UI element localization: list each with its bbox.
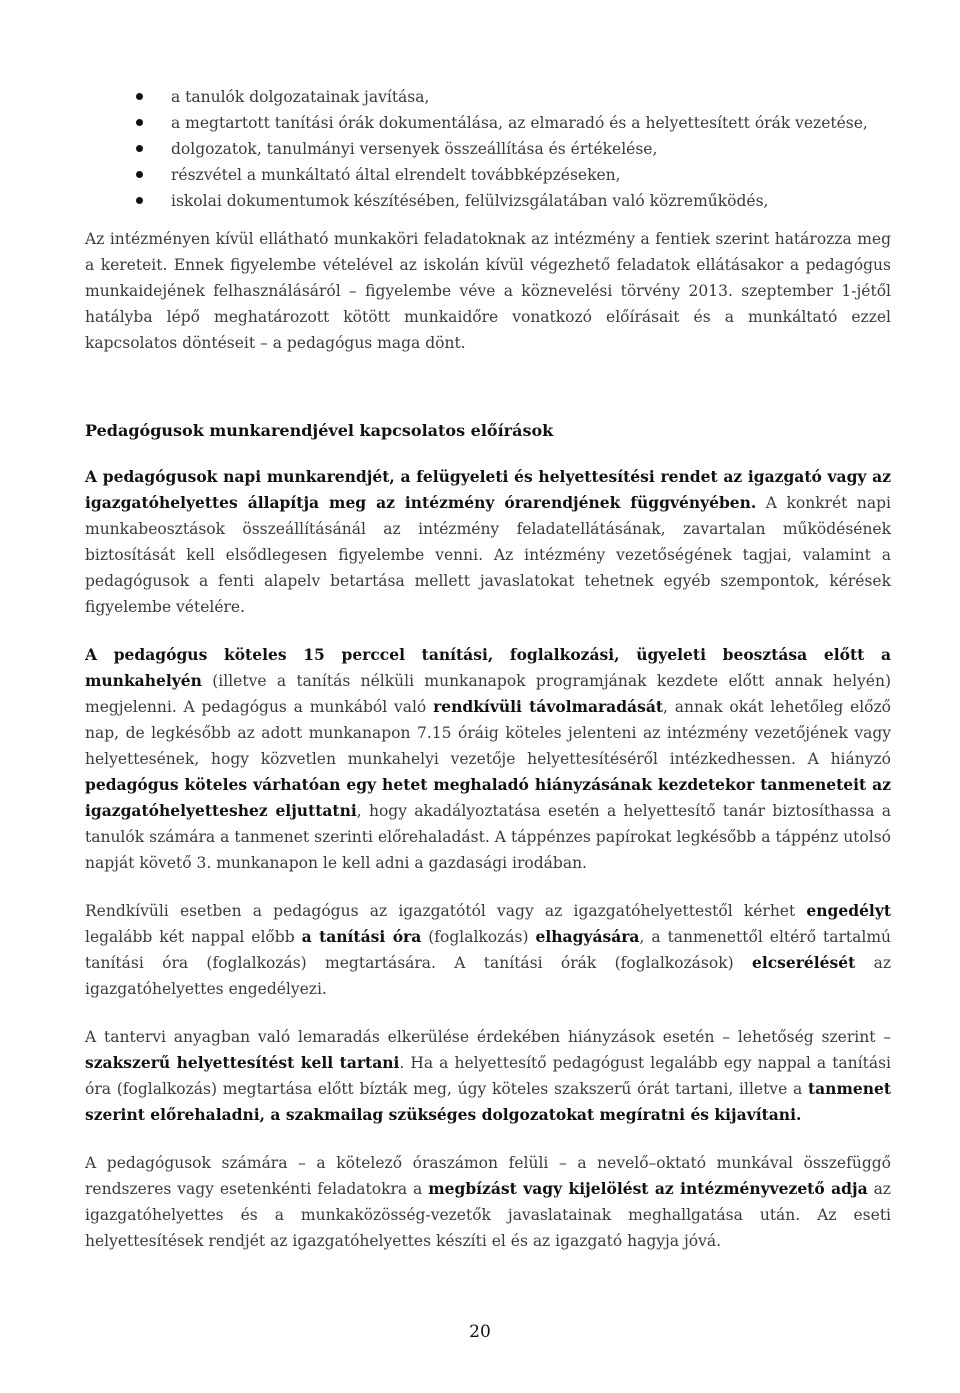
document-page [85, 84, 891, 1276]
intro-paragraph: Az intézményen kívül ellátható munkaköri feladatoknak az intézmény a fentiek szerint határozza meg a kereteit. Ennek figyelembe vételével az iskolán kívül végezhető feladatok ellátásakor a pedagógus munkaidejének felhasználásáról – figyelembe véve a köznevelési törvény 2013. szeptember 1-jétől hatályba lépő meghatározott kötött munkaidőre vonatkozó előírásait és a munkáltató ezzel kapcsolatos döntéseit – a pedagógus maga dönt. [85, 230, 891, 352]
paragraph-work-schedule: A pedagógusok napi munkarendjét, a felügyeleti és helyettesítési rendet az igazgató vagy az igazgatóhelyettes állapítja meg az intézmény órarendjének függvényében. A konkrét napi munkabeosztások összeállításánál az intézmény feladatellátásának, zavartalan működésének biztosítását kell elsődlegesen figyelembe venni. Az intézmény vezetőségének tagjai, valamint a pedagógusok a fenti alapelv betartása mellett javaslatokat tehetnek egyéb szempontok, kérések figyelembe vételére. [85, 467, 891, 616]
list-item: dolgozatok, tanulmányi versenyek összeállítása és értékelése, [171, 136, 891, 162]
paragraph-leave-permission: Rendkívüli esetben a pedagógus az igazgatótól vagy az igazgatóhelyettestől kérhet engedélyt legalább két nappal előbb a tanítási óra (foglalkozás) elhagyására, a tanmenettől eltérő tartalmú tanítási óra (foglalkozás) megtartására. A tanítási órák (foglalkozások) elcserélését az igazgatóhelyettes engedélyezi. [85, 901, 892, 998]
list-item: részvétel a munkáltató által elrendelt továbbképzéseken, [171, 162, 891, 188]
bullet-icon [136, 171, 143, 178]
bullet-icon [136, 119, 143, 126]
section-heading: Pedagógusok munkarendjével kapcsolatos előírások [85, 421, 554, 440]
bullet-icon [136, 197, 143, 204]
paragraph-assignments: A pedagógusok számára – a kötelező óraszámon felüli – a nevelő–oktató munkával összefüggő rendszeres vagy esetenkénti feladatokra a megbízást vagy kijelölést az intézményvezető adja az igazgatóhelyettes és a munkaközösség-vezetők javaslatainak meghallgatása után. Az eseti helyettesítések rendjét az igazgatóhelyettes készíti el és az igazgató hagyja jóvá. [85, 1154, 891, 1250]
list-item: a tanulók dolgozatainak javítása, [171, 84, 891, 110]
bullet-icon [136, 93, 143, 100]
paragraph-attendance: A pedagógus köteles 15 perccel tanítási, foglalkozási, ügyeleti beosztása előtt a munkahelyén (illetve a tanítás nélküli munkanapok programjának kezdete előtt annak helyén) megjelenni. A pedagógus a munkából való rendkívüli távolmaradását, annak okát lehetőleg előző nap, de legkésőbb az adott munkanapon 7.15 óráig köteles jelenteni az intézmény vezetőjének vagy helyettesének, hogy közvetlen munkahelyi vezetője helyettesítéséről intézkedhessen. A hiányzó pedagógus köteles várhatóan egy hetet meghaladó hiányzásának kezdetekor tanmeneteit az igazgatóhelyetteshez eljuttatni, hogy akadályoztatása esetén a helyettesítő tanár biztosíthassa a tanulók számára a tanmenet szerinti előrehaladást. A táppénzes papírokat legkésőbb a táppénz utolsó napját követő 3. munkanapon le kell adni a gazdasági irodában. [85, 645, 891, 872]
paragraph-substitution: A tantervi anyagban való lemaradás elkerülése érdekében hiányzások esetén – lehetőség szerint – szakszerű helyettesítést kell tartani. Ha a helyettesítő pedagógust legalább egy nappal a tanítási óra (foglalkozás) megtartása előtt bízták meg, úgy köteles szakszerű órát tartani, illetve a tanmenet szerint előrehaladni, a szakmailag szükséges dolgozatokat megíratni és kijavítani. [85, 1028, 891, 1124]
list-item: a megtartott tanítási órák dokumentálása, az elmaradó és a helyettesített órák vezetése, [171, 110, 891, 136]
list-item: iskolai dokumentumok készítésében, felülvizsgálatában való közreműködés, [171, 188, 891, 214]
page-number: 20 [469, 1322, 491, 1342]
bullet-icon [136, 145, 143, 152]
duty-list [85, 84, 891, 214]
